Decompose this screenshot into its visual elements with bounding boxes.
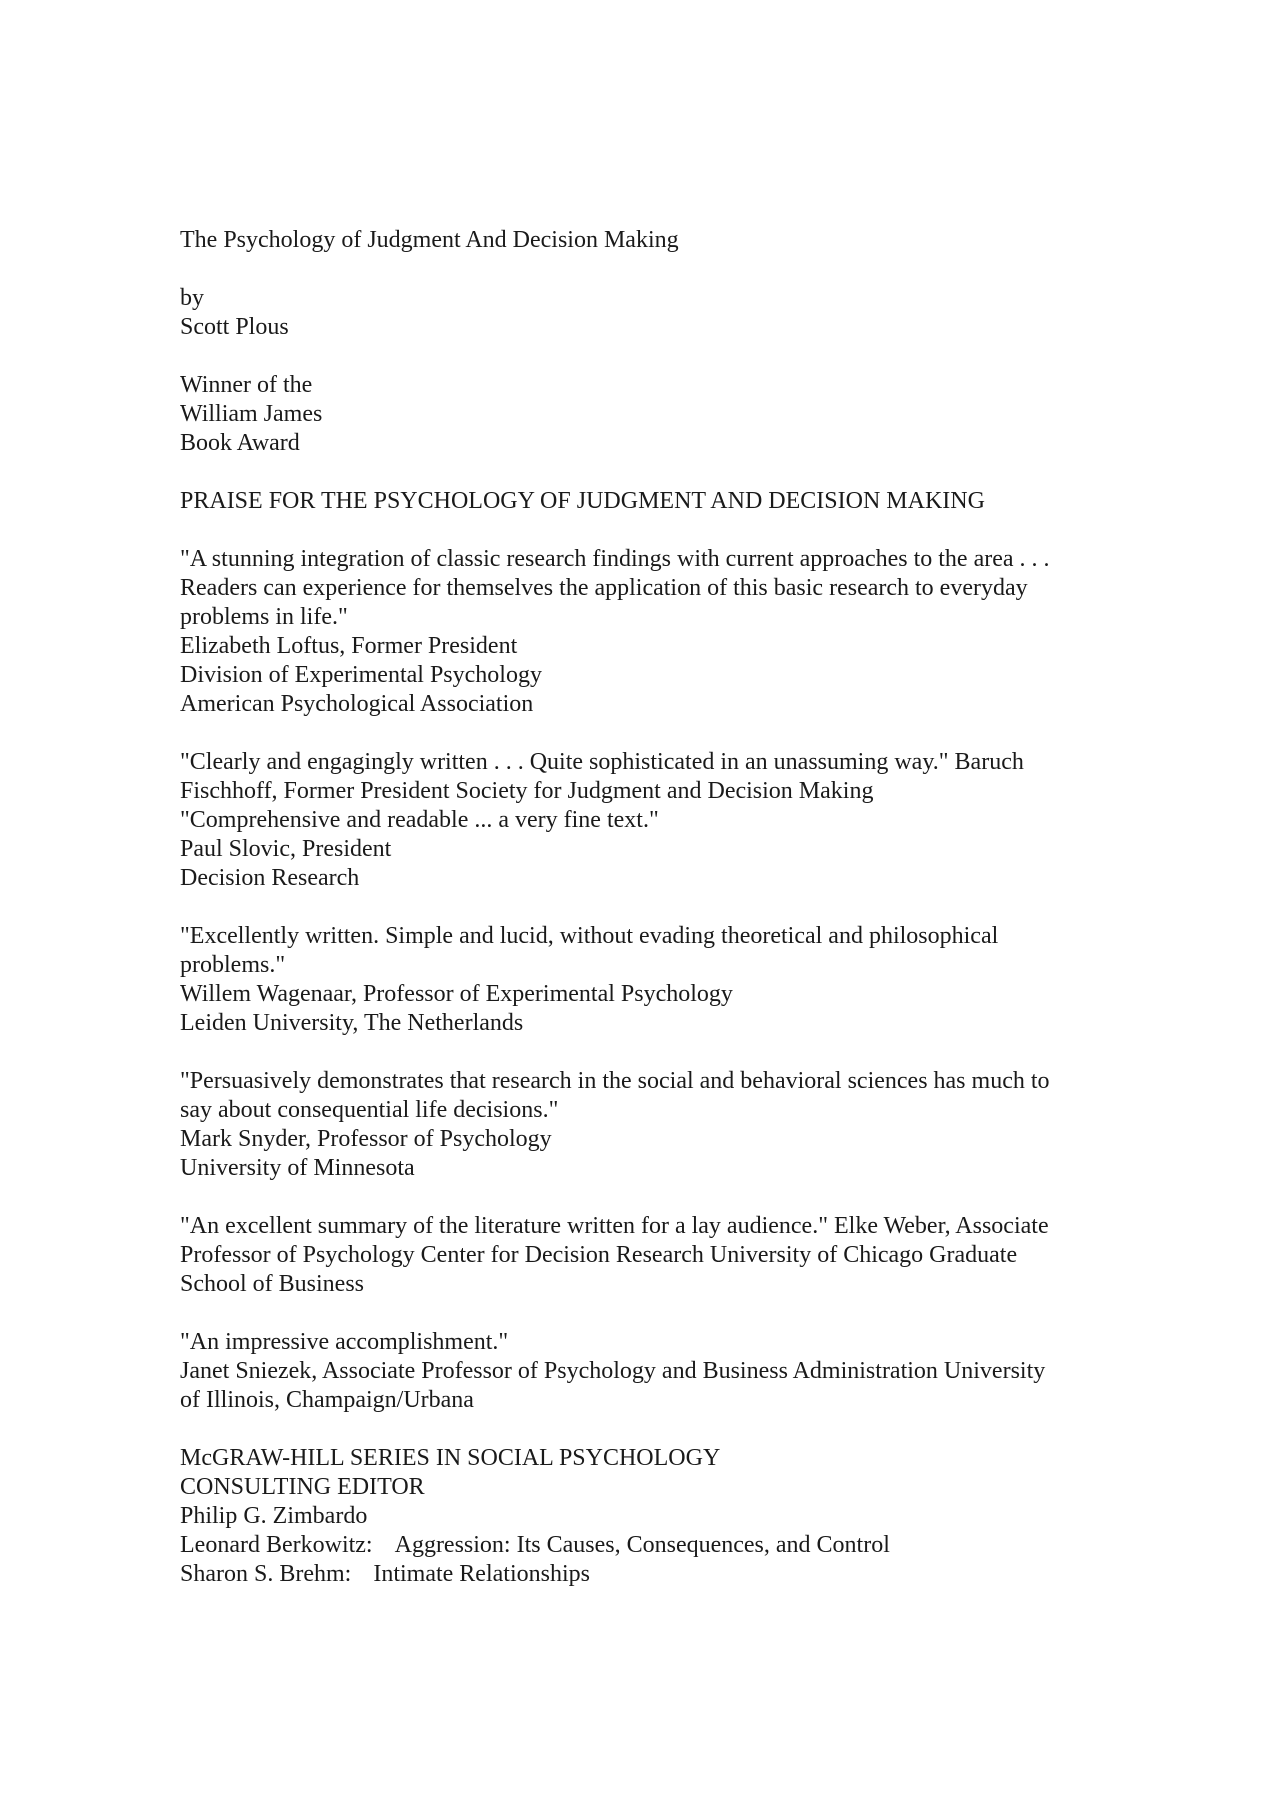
by-label: by (180, 285, 204, 311)
author-name: Scott Plous (180, 314, 289, 340)
quote-line: Professor of Psychology Center for Decision Research University of Chicago Graduate (180, 1242, 1018, 1268)
quote-line: say about consequential life decisions." (180, 1097, 559, 1123)
praise-quote-snyder (180, 1067, 1120, 1183)
series-entry (180, 1531, 1120, 1560)
award-block (180, 371, 1120, 458)
series-entry-title: Aggression: Its Causes, Consequences, and Control (394, 1532, 890, 1558)
attribution-line: Willem Wagenaar, Professor of Experimental Psychology (180, 981, 733, 1007)
series-entry-title: Intimate Relationships (373, 1561, 590, 1587)
quote-line: problems in life." (180, 604, 348, 630)
book-title: The Psychology of Judgment And Decision Making (180, 227, 679, 253)
series-entry (180, 1560, 1120, 1589)
series-entry-author: Leonard Berkowitz: (180, 1532, 373, 1558)
title-block (180, 226, 1120, 255)
attribution-line: Janet Sniezek, Associate Professor of Psychology and Business Administration University (180, 1358, 1046, 1384)
series-role: CONSULTING EDITOR (180, 1474, 425, 1500)
attribution-line: American Psychological Association (180, 691, 534, 717)
attribution-line: University of Minnesota (180, 1155, 415, 1181)
quote-line: "An impressive accomplishment." (180, 1329, 509, 1355)
praise-quote-sniezek (180, 1328, 1120, 1415)
praise-quote-loftus (180, 545, 1120, 719)
award-line: Book Award (180, 430, 300, 456)
quote-line: "Comprehensive and readable ... a very fine text." (180, 807, 659, 833)
quote-line: Readers can experience for themselves the application of this basic research to everyday (180, 575, 1028, 601)
praise-quote-wagenaar (180, 922, 1120, 1038)
praise-quote-fischhoff-slovic (180, 748, 1120, 893)
series-entry-author: Sharon S. Brehm: (180, 1561, 352, 1587)
attribution-line: Division of Experimental Psychology (180, 662, 542, 688)
attribution-line: Mark Snyder, Professor of Psychology (180, 1126, 552, 1152)
quote-line: Fischhoff, Former President Society for Judgment and Decision Making (180, 778, 874, 804)
quote-line: "Excellently written. Simple and lucid, without evading theoretical and philosophical (180, 923, 999, 949)
attribution-line: Decision Research (180, 865, 360, 891)
attribution-line: Paul Slovic, President (180, 836, 392, 862)
series-block (180, 1444, 1120, 1589)
quote-line: "Clearly and engagingly written . . . Quite sophisticated in an unassuming way." Baruch (180, 749, 1024, 775)
quote-line: "A stunning integration of classic research findings with current approaches to the area . . . (180, 546, 1050, 572)
author-block (180, 284, 1120, 342)
praise-heading-block (180, 487, 1120, 516)
praise-quote-weber (180, 1212, 1120, 1299)
quote-line: School of Business (180, 1271, 365, 1297)
quote-line: "Persuasively demonstrates that research in the social and behavioral sciences has much to (180, 1068, 1050, 1094)
praise-heading: PRAISE FOR THE PSYCHOLOGY OF JUDGMENT AND DECISION MAKING (180, 488, 985, 514)
award-line: Winner of the (180, 372, 313, 398)
series-editor: Philip G. Zimbardo (180, 1503, 368, 1529)
award-line: William James (180, 401, 323, 427)
series-heading: McGRAW-HILL SERIES IN SOCIAL PSYCHOLOGY (180, 1445, 721, 1471)
attribution-line: Elizabeth Loftus, Former President (180, 633, 518, 659)
attribution-line: Leiden University, The Netherlands (180, 1010, 524, 1036)
quote-line: "An excellent summary of the literature written for a lay audience." Elke Weber, Associate (180, 1213, 1049, 1239)
quote-line: problems." (180, 952, 286, 978)
attribution-line: of Illinois, Champaign/Urbana (180, 1387, 474, 1413)
page-content (180, 226, 1120, 1618)
